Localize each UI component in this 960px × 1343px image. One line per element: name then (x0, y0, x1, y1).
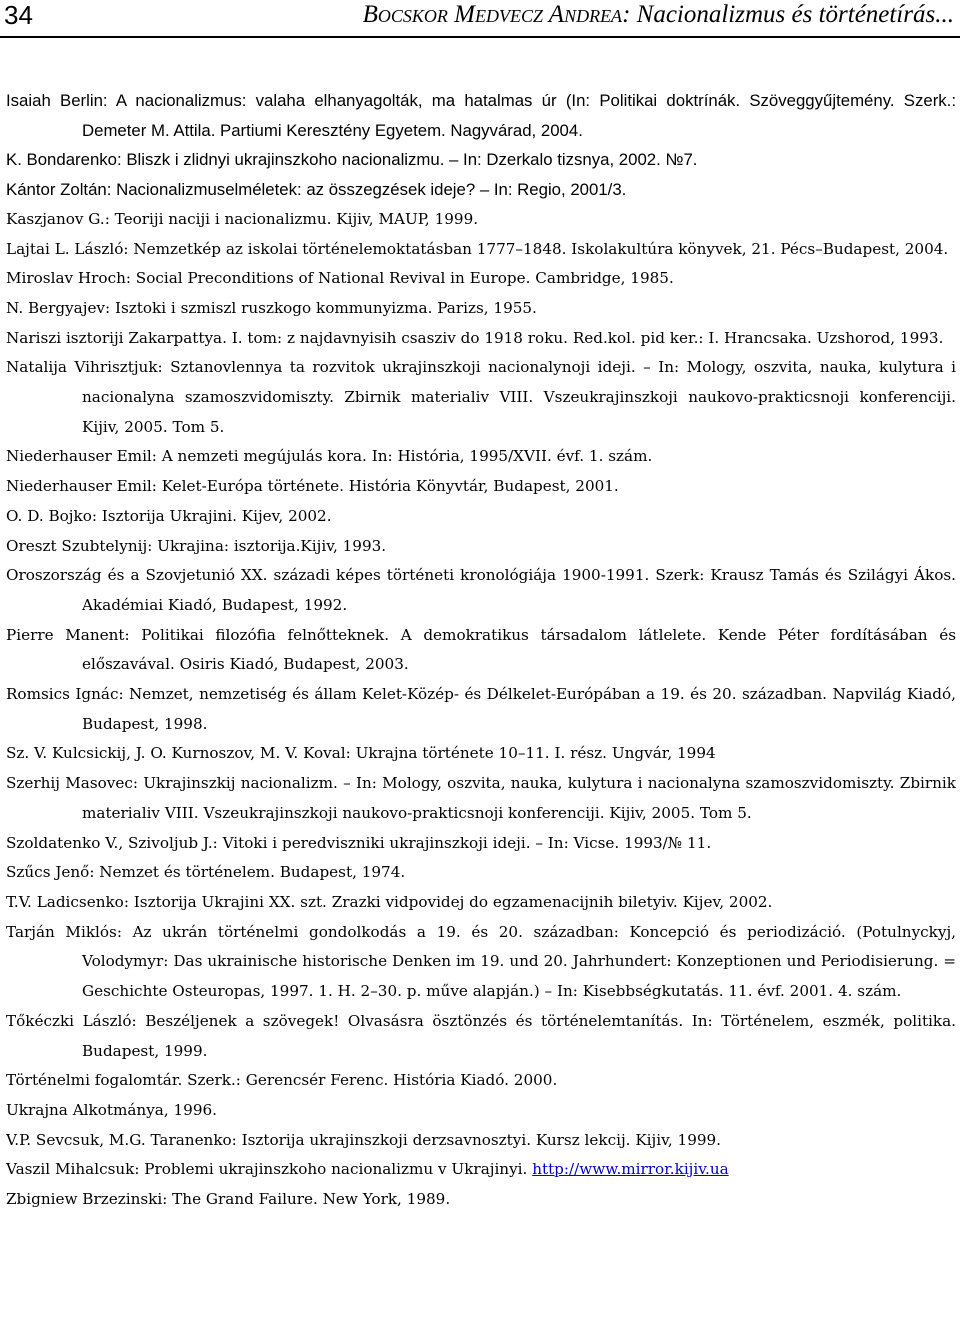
header-rule (0, 36, 960, 38)
mirror-link[interactable]: http://www.mirror.kijiv.ua (532, 1160, 729, 1179)
bibliography-entry: Sz. V. Kulcsickij, J. O. Kurnoszov, M. V. Koval: Ukrajna története 10–11. I. rész. Ungvár, 1994 (6, 744, 716, 763)
bibliography-entry: Niederhauser Emil: A nemzeti megújulás kora. In: História, 1995/XVII. évf. 1. szám. (6, 447, 653, 466)
author-rest-2: edvecz (474, 1, 543, 28)
bibliography-entry: Oreszt Szubtelynij: Ukrajina: isztorija.Kijiv, 1993. (6, 536, 387, 555)
bibliography-entry: Niederhauser Emil: Kelet-Európa története. História Könyvtár, Budapest, 2001. (6, 477, 619, 496)
bibliography-entry: Natalija Vihrisztjuk: Sztanovlennya ta rozvitok ukrajinszkoji nacionalynoji ideji. – In: Mology, oszvita, nauka, kulytura i nacionalyna szamoszvidomiszty. Zbirnik materialiv VIII. Vszeukrajinszkoji naukovo-prakticsnoji konferenciji. Kijiv, 2005. Tom 5. (6, 358, 956, 436)
bibliography-entry: Oroszország és a Szovjetunió XX. századi képes történeti kronológiája 1900-1991. Szerk: Krausz Tamás és Szilágyi Ákos. Akadémiai Kiadó, Budapest, 1992. (6, 566, 956, 614)
bibliography-entry: Szoldatenko V., Szivoljub J.: Vitoki i peredviszniki ukrajinszkoji ideji. – In: Vicse. 1993/№ 11. (6, 833, 712, 852)
bibliography-entry: T.V. Ladicsenko: Isztorija Ukrajini XX. szt. Zrazki vidpovidej do egzamenacijnih biletyiv. Kijev, 2002. (6, 892, 773, 911)
bibliography-entry: Tarján Miklós: Az ukrán történelmi gondolkodás a 19. és 20. században: Koncepció és periodizáció. (Potulnyckyj, Volodymyr: Das ukrainische historische Denken im 19. und 20. Jahrhundert: Konzeptionen und Periodisierung. = Geschichte Osteuropas, 1997. 1. H. 2–30. p. műve alapján.) – In: Kisebbségkutatás. 11. évf. 2001. 4. szám. (6, 922, 956, 1001)
bibliography-entry: Isaiah Berlin: A nacionalizmus: valaha elhanyagolták, ma hatalmas úr (In: Politikai doktrínák. Szöveggyűjtemény. Szerk.: Demeter M. Attila. Partiumi Keresztény Egyetem. Nagyvárad, 2004. (6, 91, 956, 140)
bibliography-entry: Zbigniew Brzezinski: The Grand Failure. New York, 1989. (6, 1190, 451, 1209)
running-title-rest: : Nacionalizmus és történetírás... (622, 1, 954, 28)
author-initial-2: M (454, 1, 475, 28)
page-header (0, 0, 960, 44)
bibliography-entry: Lajtai L. László: Nemzetkép az iskolai történelemoktatásban 1777–1848. Iskolakultúra könyvek, 21. Pécs–Budapest, 2004. (6, 239, 949, 258)
bibliography-entry: Romsics Ignác: Nemzet, nemzetiség és állam Kelet-Közép- és Délkelet-Európában a 19. és 20. században. Napvilág Kiadó, Budapest, 1998. (6, 685, 956, 733)
running-title (363, 0, 954, 30)
bibliography (6, 86, 956, 1215)
bibliography-entry: O. D. Bojko: Isztorija Ukrajini. Kijev, 2002. (6, 506, 332, 525)
author-initial-3: A (548, 1, 565, 28)
author-initial-1: B (362, 1, 378, 28)
bibliography-entry: K. Bondarenko: Bliszk i zlidnyi ukrajinszkoho nacionalizmu. – In: Dzerkalo tizsnya, 2002. №7. (6, 150, 698, 170)
bibliography-entry: Pierre Manent: Politikai filozófia felnőtteknek. A demokratikus társadalom látlelete. Kende Péter fordításában és előszavával. Osiris Kiadó, Budapest, 2003. (6, 625, 956, 674)
bibliography-entry: N. Bergyajev: Isztoki i szmiszl ruszkogo kommunyizma. Parizs, 1955. (6, 298, 537, 317)
bibliography-entry: Kántor Zoltán: Nacionalizmuselméletek: az összegzések ideje? – In: Regio, 2001/3. (6, 180, 627, 200)
bibliography-entry: Szerhij Masovec: Ukrajinszkij nacionalizm. – In: Mology, oszvita, nauka, kulytura i nacionalyna szamoszvidomiszty. Zbirnik materialiv VIII. Vszeukrajinszkoji naukovo-prakticsnoji konferenciji. Kijiv, 2005. Tom 5. (6, 774, 956, 822)
bibliography-entry-text: Vaszil Mihalcsuk: Problemi ukrajinszkoho nacionalizmu v Ukrajinyi. (6, 1160, 533, 1179)
bibliography-entry: Szűcs Jenő: Nemzet és történelem. Budapest, 1974. (6, 863, 406, 882)
author-rest-3: ndrea (564, 1, 623, 28)
bibliography-entry: Ukrajna Alkotmánya, 1996. (6, 1100, 217, 1119)
author-rest-1: ocskor (377, 1, 448, 28)
bibliography-entry: V.P. Sevcsuk, M.G. Taranenko: Isztorija ukrajinszkoji derzsavnosztyi. Kursz lekcij. Kijiv, 1999. (6, 1130, 722, 1149)
page-number: 34 (4, 0, 33, 30)
bibliography-entry: Tőkéczki László: Beszéljenek a szövegek! Olvasásra ösztönzés és történelemtanítás. In: Történelem, eszmék, politika. Budapest, 1999. (6, 1011, 956, 1060)
bibliography-entry: Nariszi isztoriji Zakarpattya. I. tom: z najdavnyisih csasziv do 1918 roku. Red.kol. pid ker.: I. Hrancsaka. Uzshorod, 1993. (6, 328, 944, 347)
bibliography-entry-mihalcsuk (6, 1155, 956, 1185)
bibliography-entry: Kaszjanov G.: Teoriji naciji i nacionalizmu. Kijiv, MAUP, 1999. (6, 209, 479, 228)
bibliography-entry: Történelmi fogalomtár. Szerk.: Gerencsér Ferenc. História Kiadó. 2000. (6, 1071, 558, 1090)
bibliography-entry: Miroslav Hroch: Social Preconditions of National Revival in Europe. Cambridge, 1985. (6, 269, 674, 288)
